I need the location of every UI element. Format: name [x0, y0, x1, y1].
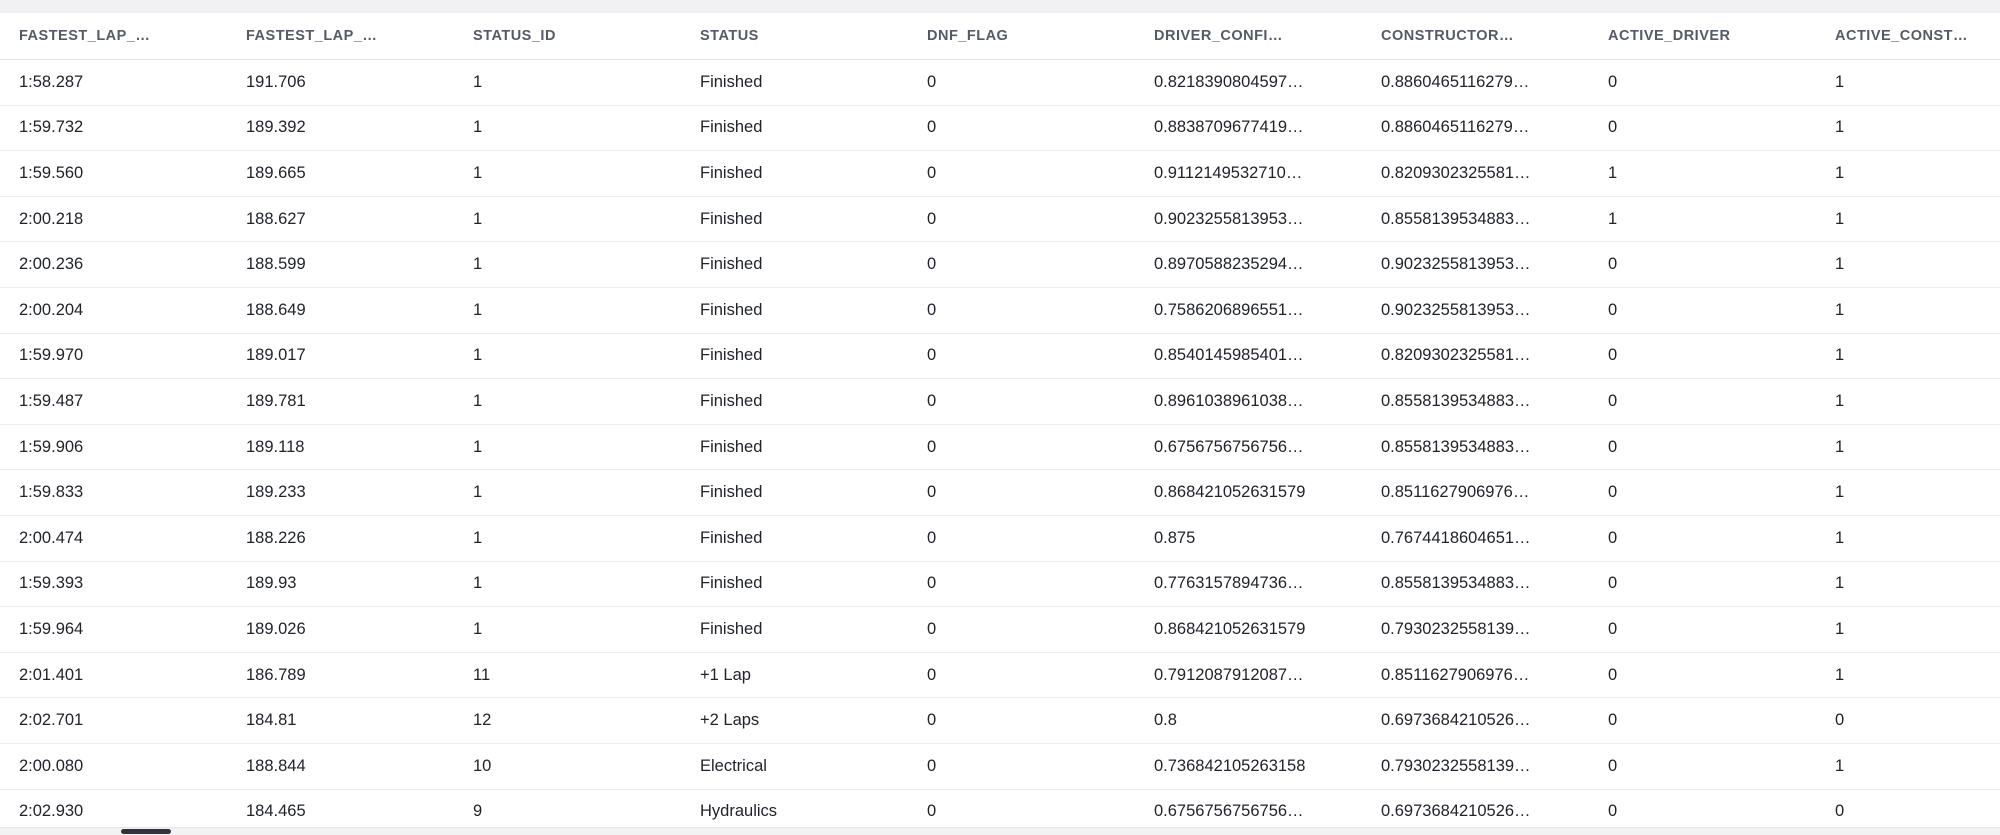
table-row[interactable] — [0, 197, 2000, 243]
table-cell[interactable]: 0.8540145985401… — [1154, 346, 1304, 365]
table-cell[interactable]: 0.736842105263158 — [1154, 756, 1306, 775]
table-cell[interactable]: 189.781 — [246, 391, 306, 410]
table-cell[interactable]: 0 — [927, 528, 937, 547]
table-cell[interactable]: 0.6756756756756… — [1154, 437, 1304, 456]
table-cell[interactable]: 1 — [473, 619, 483, 638]
table-row[interactable] — [0, 607, 2000, 653]
table-cell[interactable]: 0 — [1608, 300, 1618, 319]
table-cell[interactable]: 1 — [1835, 756, 1845, 775]
table-cell[interactable]: 0 — [927, 711, 937, 730]
table-cell[interactable]: 1:59.487 — [19, 391, 84, 410]
horizontal-scrollbar-thumb[interactable] — [121, 829, 171, 834]
table-row[interactable] — [0, 288, 2000, 334]
table-row[interactable] — [0, 379, 2000, 425]
table-cell[interactable]: 1 — [473, 391, 483, 410]
table-cell[interactable]: 0.7674418604651… — [1381, 528, 1531, 547]
table-cell[interactable]: Finished — [700, 619, 763, 638]
table-cell[interactable]: 0.868421052631579 — [1154, 483, 1306, 502]
table-cell[interactable]: 1 — [1835, 255, 1845, 274]
table-cell[interactable]: 189.233 — [246, 483, 306, 502]
table-cell[interactable]: 0 — [927, 255, 937, 274]
table-row[interactable] — [0, 653, 2000, 699]
table-row[interactable] — [0, 242, 2000, 288]
column-header[interactable]: STATUS_ID — [473, 28, 556, 44]
table-cell[interactable]: 2:00.204 — [19, 300, 84, 319]
table-cell[interactable]: 1 — [1835, 483, 1845, 502]
column-header[interactable]: CONSTRUCTOR… — [1381, 28, 1515, 44]
table-cell[interactable]: Finished — [700, 72, 763, 91]
table-cell[interactable]: Finished — [700, 300, 763, 319]
table-row[interactable] — [0, 470, 2000, 516]
table-cell[interactable]: 1 — [1835, 209, 1845, 228]
table-cell[interactable]: 1:59.560 — [19, 163, 84, 182]
table-row[interactable] — [0, 516, 2000, 562]
table-cell[interactable]: Finished — [700, 255, 763, 274]
table-cell[interactable]: 1 — [473, 437, 483, 456]
table-cell[interactable]: 1 — [473, 209, 483, 228]
table-cell[interactable]: Hydraulics — [700, 802, 778, 821]
table-cell[interactable]: 0.8860465116279… — [1381, 72, 1530, 91]
table-cell[interactable]: 0.8961038961038… — [1154, 391, 1304, 410]
table-cell[interactable]: 2:01.401 — [19, 665, 84, 684]
table-cell[interactable]: 0.9112149532710… — [1154, 163, 1303, 182]
table-cell[interactable]: 1 — [473, 300, 483, 319]
table-cell[interactable]: 0 — [1608, 346, 1618, 365]
table-cell[interactable]: 0 — [1608, 711, 1618, 730]
table-cell[interactable]: 0 — [927, 300, 937, 319]
table-cell[interactable]: Finished — [700, 118, 763, 137]
column-header[interactable]: ACTIVE_DRIVER — [1608, 28, 1731, 44]
table-cell[interactable]: 0.8558139534883… — [1381, 574, 1531, 593]
table-cell[interactable]: 0 — [927, 802, 937, 821]
table-cell[interactable]: 189.118 — [246, 437, 305, 456]
table-cell[interactable]: 1 — [1835, 346, 1845, 365]
table-cell[interactable]: 1 — [1835, 574, 1845, 593]
table-cell[interactable]: 1:59.906 — [19, 437, 84, 456]
table-cell[interactable]: 0.8511627906976… — [1381, 665, 1530, 684]
table-cell[interactable]: 0 — [1608, 756, 1618, 775]
table-cell[interactable]: 2:00.218 — [19, 209, 84, 228]
column-header[interactable]: ACTIVE_CONST… — [1835, 28, 1968, 44]
column-header[interactable]: FASTEST_LAP_… — [19, 28, 151, 44]
table-cell[interactable]: 189.392 — [246, 118, 306, 137]
table-cell[interactable]: 0 — [1608, 72, 1618, 91]
table-cell[interactable]: 1 — [473, 528, 483, 547]
table-cell[interactable]: 1 — [473, 255, 483, 274]
table-cell[interactable]: 0.9023255813953… — [1381, 255, 1531, 274]
table-cell[interactable]: 1 — [1608, 209, 1618, 228]
table-cell[interactable]: 2:02.701 — [19, 711, 84, 730]
table-cell[interactable]: 188.649 — [246, 300, 306, 319]
table-cell[interactable]: 1 — [473, 574, 483, 593]
table-cell[interactable]: 1 — [1835, 391, 1845, 410]
table-cell[interactable]: 0 — [1608, 619, 1618, 638]
table-row[interactable] — [0, 334, 2000, 380]
table-row[interactable] — [0, 744, 2000, 790]
table-cell[interactable]: 0.875 — [1154, 528, 1196, 547]
header-row — [0, 13, 2000, 60]
column-header[interactable]: FASTEST_LAP_… — [246, 28, 378, 44]
table-cell[interactable]: 0.7586206896551… — [1154, 300, 1304, 319]
table-cell[interactable]: 0 — [1608, 255, 1618, 274]
table-cell[interactable]: Electrical — [700, 756, 767, 775]
table-cell[interactable]: 188.599 — [246, 255, 306, 274]
table-cell[interactable]: 0 — [1835, 711, 1845, 730]
table-cell[interactable]: 0.8970588235294… — [1154, 255, 1304, 274]
table-row[interactable] — [0, 425, 2000, 471]
table-cell[interactable]: 1:58.287 — [19, 72, 84, 91]
table-cell[interactable]: 1 — [473, 483, 483, 502]
table-cell[interactable]: 0 — [927, 665, 937, 684]
table-cell[interactable]: 2:02.930 — [19, 802, 84, 821]
table-cell[interactable]: 0 — [1608, 528, 1618, 547]
table-cell[interactable]: 0.7763157894736… — [1154, 574, 1304, 593]
table-cell[interactable]: 0.8558139534883… — [1381, 437, 1531, 456]
table-cell[interactable]: 0 — [1608, 118, 1618, 137]
table-cell[interactable]: 9 — [473, 802, 483, 821]
table-cell[interactable]: +2 Laps — [700, 711, 760, 730]
table-cell[interactable]: Finished — [700, 391, 763, 410]
table-cell[interactable]: 1 — [1835, 118, 1845, 137]
table-cell[interactable]: 0.7930232558139… — [1381, 756, 1531, 775]
table-cell[interactable]: 1 — [473, 346, 483, 365]
table-body — [0, 60, 2000, 835]
table-cell[interactable]: 0 — [1835, 802, 1845, 821]
table-cell[interactable]: 1 — [1835, 72, 1845, 91]
table-cell[interactable]: 0.9023255813953… — [1154, 209, 1304, 228]
data-grid — [0, 13, 2000, 835]
table-cell[interactable]: 0 — [927, 483, 937, 502]
table-cell[interactable]: 1 — [473, 163, 483, 182]
table-cell[interactable]: 0 — [927, 72, 937, 91]
table-cell[interactable]: 0.6973684210526… — [1381, 802, 1531, 821]
table-cell[interactable]: 0 — [927, 163, 937, 182]
table-cell[interactable]: 1 — [1835, 437, 1845, 456]
table-cell[interactable]: 0.7912087912087… — [1154, 665, 1304, 684]
table-cell[interactable]: 1 — [1608, 163, 1618, 182]
table-cell[interactable]: 0 — [1608, 483, 1618, 502]
table-cell[interactable]: 0.8209302325581… — [1381, 163, 1531, 182]
table-cell[interactable]: Finished — [700, 437, 763, 456]
table-cell[interactable]: 0 — [1608, 802, 1618, 821]
table-cell[interactable]: 0 — [927, 756, 937, 775]
column-header[interactable]: DRIVER_CONFI… — [1154, 28, 1283, 44]
table-cell[interactable]: 11 — [473, 665, 491, 684]
table-cell[interactable]: 0.868421052631579 — [1154, 619, 1306, 638]
table-cell[interactable]: 1 — [1835, 665, 1845, 684]
table-cell[interactable]: 189.93 — [246, 574, 297, 593]
table-cell[interactable]: 0 — [927, 391, 937, 410]
table-cell[interactable]: 12 — [473, 711, 492, 730]
table-cell[interactable]: 188.627 — [246, 209, 306, 228]
table-cell[interactable]: 1 — [1835, 163, 1845, 182]
table-cell[interactable]: 0 — [1608, 665, 1618, 684]
table-cell[interactable]: 1:59.732 — [19, 118, 84, 137]
table-cell[interactable]: 186.789 — [246, 665, 306, 684]
table-cell[interactable]: +1 Lap — [700, 665, 751, 684]
table-cell[interactable]: 0.8218390804597… — [1154, 72, 1304, 91]
table-cell[interactable]: 0 — [1608, 574, 1618, 593]
table-cell[interactable]: 0.8558139534883… — [1381, 391, 1531, 410]
table-cell[interactable]: 1 — [473, 72, 483, 91]
table-cell[interactable]: Finished — [700, 483, 763, 502]
table-cell[interactable]: 2:00.474 — [19, 528, 84, 547]
column-header[interactable]: STATUS — [700, 28, 759, 44]
table-cell[interactable]: 189.017 — [246, 346, 306, 365]
column-header[interactable]: DNF_FLAG — [927, 28, 1009, 44]
table-cell[interactable]: 0.8860465116279… — [1381, 118, 1530, 137]
table-cell[interactable]: Finished — [700, 346, 763, 365]
table-cell[interactable]: 0 — [927, 209, 937, 228]
table-cell[interactable]: 0 — [927, 619, 937, 638]
table-cell[interactable]: 191.706 — [246, 72, 306, 91]
table-cell[interactable]: 0.7930232558139… — [1381, 619, 1531, 638]
table-cell[interactable]: 0.6756756756756… — [1154, 802, 1304, 821]
table-cell[interactable]: 0 — [1608, 391, 1618, 410]
table-cell[interactable]: Finished — [700, 163, 763, 182]
table-row[interactable] — [0, 151, 2000, 197]
table-cell[interactable]: 0.9023255813953… — [1381, 300, 1531, 319]
table-cell[interactable]: 10 — [473, 756, 492, 775]
table-cell[interactable]: 0.8511627906976… — [1381, 483, 1530, 502]
table-cell[interactable]: Finished — [700, 574, 763, 593]
table-cell[interactable]: 0 — [927, 437, 937, 456]
table-cell[interactable]: 0.8558139534883… — [1381, 209, 1531, 228]
table-cell[interactable]: 188.844 — [246, 756, 306, 775]
table-cell[interactable]: 1 — [473, 118, 483, 137]
table-row[interactable] — [0, 106, 2000, 152]
table-row[interactable] — [0, 562, 2000, 608]
table-cell[interactable]: 188.226 — [246, 528, 306, 547]
table-cell[interactable]: 0.6973684210526… — [1381, 711, 1531, 730]
table-cell[interactable]: 1:59.833 — [19, 483, 84, 502]
table-cell[interactable]: 0.8 — [1154, 711, 1177, 730]
table-cell[interactable]: 189.665 — [246, 163, 306, 182]
table-cell[interactable]: 189.026 — [246, 619, 306, 638]
table-cell[interactable]: 1 — [1835, 300, 1845, 319]
table-cell[interactable]: 1:59.393 — [19, 574, 84, 593]
table-cell[interactable]: 2:00.080 — [19, 756, 84, 775]
horizontal-scrollbar-track[interactable] — [0, 827, 2000, 835]
table-cell[interactable]: 1 — [1835, 619, 1845, 638]
table-cell[interactable]: Finished — [700, 528, 763, 547]
table-cell[interactable]: 0 — [927, 346, 937, 365]
table-cell[interactable]: 0 — [927, 118, 937, 137]
table-cell[interactable]: Finished — [700, 209, 763, 228]
table-cell[interactable]: 0 — [927, 574, 937, 593]
table-row[interactable] — [0, 60, 2000, 106]
table-cell[interactable]: 184.81 — [246, 711, 297, 730]
table-cell[interactable]: 184.465 — [246, 802, 306, 821]
table-cell[interactable]: 1:59.970 — [19, 346, 84, 365]
top-toolbar-edge — [0, 0, 2000, 13]
table-cell[interactable]: 2:00.236 — [19, 255, 84, 274]
table-cell[interactable]: 0.8838709677419… — [1154, 118, 1304, 137]
table-cell[interactable]: 0 — [1608, 437, 1618, 456]
table-cell[interactable]: 1 — [1835, 528, 1845, 547]
table-row[interactable] — [0, 698, 2000, 744]
table-cell[interactable]: 1:59.964 — [19, 619, 84, 638]
table-cell[interactable]: 0.8209302325581… — [1381, 346, 1531, 365]
